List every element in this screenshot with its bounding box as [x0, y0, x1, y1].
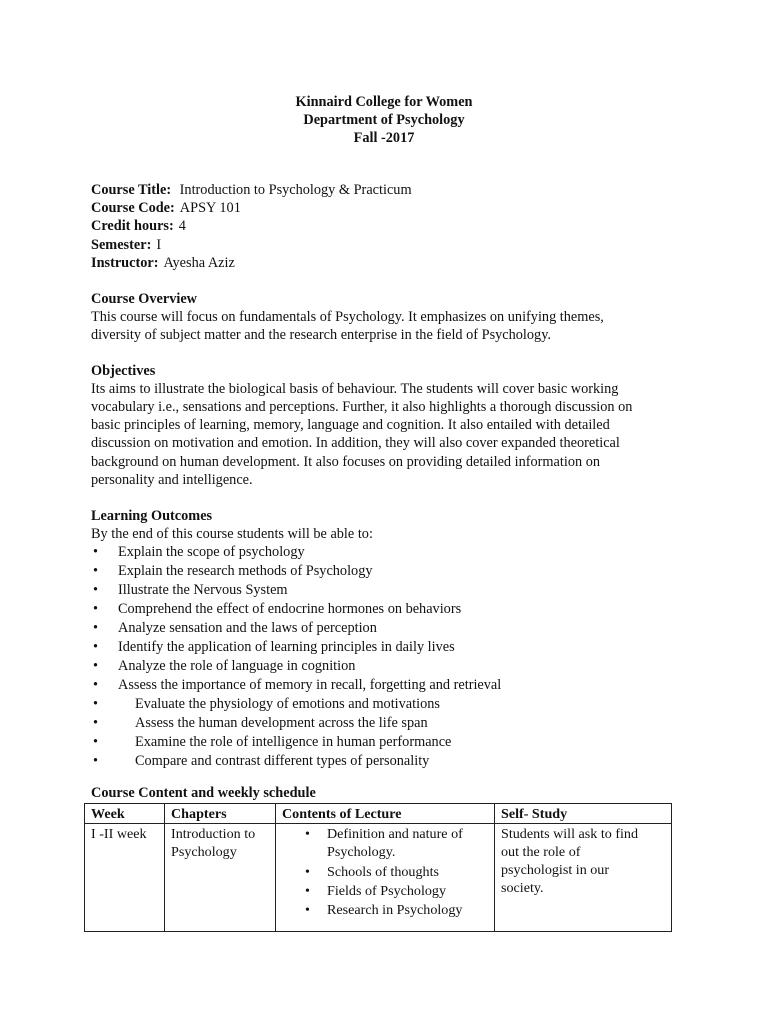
outcome-item: • Compare and contrast different types of personality: [91, 752, 681, 771]
bullet-icon: •: [93, 620, 99, 637]
chapter-cell: [165, 824, 276, 932]
course-info: [91, 181, 681, 272]
self-study-line: psychologist in our: [501, 862, 610, 878]
bullet-icon: •: [93, 734, 99, 751]
objectives-line: background on human development. It also focuses on providing detailed information on: [91, 453, 601, 470]
instructor-value: Ayesha Aziz: [163, 254, 235, 271]
course-title-row: [91, 181, 681, 199]
outcomes-list: [91, 543, 681, 772]
bullet-icon: •: [305, 863, 310, 880]
overview-section: [91, 290, 681, 345]
objectives-line: personality and intelligence.: [91, 471, 253, 488]
outcomes-intro: By the end of this course students will be able to:: [91, 525, 373, 542]
self-study-cell: [495, 824, 672, 932]
self-study-line: out the role of: [501, 844, 581, 860]
course-code-value: APSY 101: [179, 200, 241, 217]
term-label: Fall -2017: [353, 130, 415, 146]
document-body: [91, 181, 681, 772]
self-study-line: society.: [501, 880, 544, 896]
column-header-chapters: Chapters: [165, 804, 276, 824]
schedule-title: Course Content and weekly schedule: [91, 785, 316, 801]
objectives-line: discussion on motivation and emotion. In addition, they will also cover expanded theoretical: [91, 435, 620, 452]
outcome-item: • Explain the scope of psychology: [91, 543, 681, 562]
semester-label: Semester:: [91, 236, 152, 253]
credit-hours-value: 4: [178, 218, 186, 235]
outcomes-section: [91, 507, 681, 772]
credit-hours-label: Credit hours:: [91, 218, 174, 235]
bullet-icon: •: [93, 639, 99, 656]
objectives-line: Its aims to illustrate the biological basis of behaviour. The students will cover basic working: [91, 380, 619, 397]
document-header: [0, 93, 768, 147]
outcome-item: • Analyze sensation and the laws of perception: [91, 619, 681, 638]
outcome-item: • Explain the research methods of Psychology: [91, 562, 681, 581]
lecture-item: • Definition and nature of Psychology.: [305, 826, 463, 861]
outcome-item: • Comprehend the effect of endocrine hormones on behaviors: [91, 600, 681, 619]
chapter-line: Introduction to: [171, 826, 256, 842]
credit-hours-row: [91, 217, 681, 235]
bullet-icon: •: [93, 715, 99, 732]
lecture-list: [282, 825, 488, 919]
overview-title: Course Overview: [91, 290, 198, 307]
bullet-icon: •: [93, 582, 99, 599]
self-study-line: Students will ask to find: [501, 826, 639, 842]
outcome-item: • Analyze the role of language in cognition: [91, 657, 681, 676]
bullet-icon: •: [305, 902, 310, 919]
bullet-icon: •: [93, 543, 99, 560]
outcome-item: • Illustrate the Nervous System: [91, 581, 681, 600]
schedule-table: [84, 803, 672, 932]
overview-line: This course will focus on fundamentals of Psychology. It emphasizes on unifying themes,: [91, 308, 604, 325]
outcome-item: • Examine the role of intelligence in human performance: [91, 733, 681, 752]
bullet-icon: •: [93, 677, 99, 694]
course-title-value: Introduction to Psychology & Practicum: [176, 182, 412, 198]
instructor-label: Instructor:: [91, 254, 159, 271]
course-code-label: Course Code:: [91, 200, 175, 217]
bullet-icon: •: [305, 882, 310, 899]
week-cell: I -II week: [85, 824, 165, 932]
objectives-section: [91, 362, 681, 489]
course-title-label: Course Title:: [91, 182, 172, 198]
bullet-icon: •: [93, 601, 99, 618]
objectives-line: basic principles of learning, memory, language and cognition. It also entailed with detailed: [91, 417, 610, 434]
lecture-contents-cell: [276, 824, 495, 932]
outcome-item: • Assess the human development across the life span: [91, 714, 681, 733]
lecture-item: • Research in Psychology: [305, 902, 463, 919]
course-code-row: [91, 199, 681, 217]
overview-line: diversity of subject matter and the research enterprise in the field of Psychology.: [91, 326, 551, 343]
bullet-icon: •: [93, 696, 99, 713]
department-name: Department of Psychology: [303, 112, 465, 128]
bullet-icon: •: [305, 826, 310, 842]
bullet-icon: •: [93, 658, 99, 675]
bullet-icon: •: [93, 563, 99, 579]
outcome-item: • Identify the application of learning principles in daily lives: [91, 638, 681, 657]
institution-name: Kinnaird College for Women: [295, 94, 473, 110]
semester-value: I: [156, 236, 162, 253]
objectives-line: vocabulary i.e., sensations and perceptions. Further, it also highlights a thorough discussion on: [91, 399, 633, 416]
chapter-line: Psychology: [171, 844, 237, 860]
lecture-item: • Fields of Psychology: [305, 882, 447, 899]
bullet-icon: •: [93, 753, 99, 770]
outcomes-title: Learning Outcomes: [91, 507, 213, 524]
outcome-item: • Assess the importance of memory in recall, forgetting and retrieval: [91, 676, 681, 695]
lecture-item: • Schools of thoughts: [305, 863, 439, 880]
column-header-contents: Contents of Lecture: [276, 804, 495, 824]
instructor-row: [91, 254, 681, 272]
column-header-self-study: Self- Study: [495, 804, 672, 824]
semester-row: [91, 236, 681, 254]
table-header-row: [85, 804, 672, 824]
outcome-item: • Evaluate the physiology of emotions and motivations: [91, 695, 681, 714]
column-header-week: Week: [85, 804, 165, 824]
objectives-title: Objectives: [91, 362, 156, 379]
table-row: [85, 824, 672, 932]
